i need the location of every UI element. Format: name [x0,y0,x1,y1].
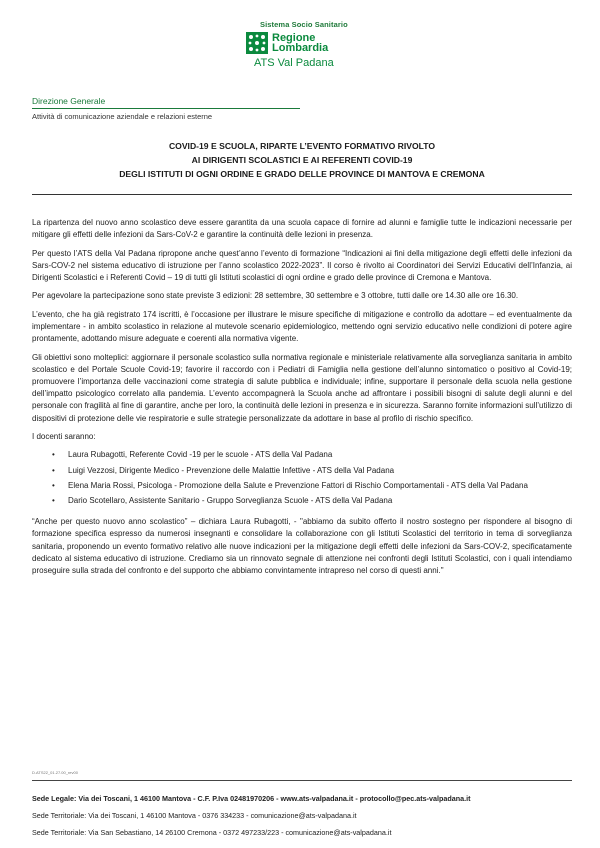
teachers-list [32,449,572,507]
footer-divider [32,780,572,781]
region-row [246,32,376,54]
department-block [32,96,300,121]
ats-name: ATS Val Padana [254,57,334,69]
paragraph: Gli obiettivi sono molteplici: aggiornare il personale scolastico sulla normativa regionale e ministeriale relativamente alla sorveglianza sanitaria in ambito scolastico e del Portale Scuole Covid-19; favorire il raccordo con i Pediatri di Famiglia nella gestione dell’alunno sintomatico o positivo al Covid-19; promuovere l’importanza delle vaccinazioni come strategia di salute pubblica e individuale; infine, supportare il personale della scuola nella gestione dell’impatto psicologico correlato alla pandemia. L’evento accompagnerà la Scuola anche ad affrontare i possibili bisogni di salute degli alunni e del personale con fragilità al fine di garantire, anche per loro, la continuità delle lezioni in presenza e in sicurezza. Saranno fornite informazioni sull’utilizzo di dispositivi di protezione delle vie respiratorie e sulle strategie personalizzate da adottare in base al profilo di rischio specifico. [32,352,572,423]
list-item: • Elena Maria Rossi, Psicologa - Promozione della Salute e Prevenzione Fattori di Rischio Comportamentali - ATS della Val Padana [68,480,572,492]
paragraph: Per agevolare la partecipazione sono state previste 3 edizioni: 28 settembre, 30 settembre e 3 ottobre, tutti dalle ore 14.30 alle ore 16.30. [32,291,519,301]
region-line-2: Lombardia [272,42,329,54]
territorial-address-mantova: Sede Territoriale: Via dei Toscani, 1 46100 Mantova - 0376 334233 - comunicazione@ats-valpadana.it [32,811,357,820]
teachers-intro: I docenti saranno: [32,431,96,441]
list-item: • Dario Scotellaro, Assistente Sanitario - Gruppo Sorveglianza Scuole - ATS della Val Padana [68,495,572,507]
paragraph: Per questo l’ATS della Val Padana ripropone anche quest’anno l’evento di formazione “Indicazioni ai fini della mitigazione degli effetti delle infezioni da Sars-COV-2 nel sistema educativo di istruzione per l’anno scolastico 2022-2023”. Il corso è rivolto ai Coordinatori dei Servizi Educativi dell’Infanzia, ai Dirigenti Scolastici e i Referenti Covid – 19 di tutti gli Istituti scolastici di ogni ordine e grado delle province di Cremona e Mantova. [32,248,572,282]
press-release-body [32,217,572,583]
territorial-address-cremona: Sede Territoriale: Via San Sebastiano, 14 26100 Cremona - 0372 497233/223 - comunicazione@ats-valpadana.it [32,828,392,837]
lombardia-rose-icon [246,32,268,54]
title-line-1: COVID-19 E SCUOLA, RIPARTE L’EVENTO FORMATIVO RIVOLTO [168,141,436,151]
list-item: • Laura Rubagotti, Referente Covid -19 per le scuole - ATS della Val Padana [68,449,572,461]
press-release-title [32,139,572,181]
list-item: • Luigi Vezzosi, Dirigente Medico - Prevenzione delle Malattie Infettive - ATS della Val Padana [68,465,572,477]
title-line-3: DEGLI ISTITUTI DI OGNI ORDINE E GRADO DELLE PROVINCE DI MANTOVA E CREMONA [119,169,485,179]
title-divider [32,194,572,195]
ats-logo [246,20,376,69]
closing-quote: “Anche per questo nuovo anno scolastico” – dichiara Laura Rubagotti, - "abbiamo da subito offerto il nostro sostegno per rispondere al bisogno di formazione specifica espresso da numerosi insegnanti e consolidare la collaborazione con gli Istituti Scolastici del territorio in tema di sorveglianza sanitaria, proponendo un evento formativo relativo alle nuove indicazioni per la mitigazione degli effetti delle infezioni da Sars-COV-2, specificatamente dedicato al sistema educativo di istruzione. Crediamo sia un rinnovato segnale di attenzione nei confronti degli Istituti Scolastici, con i quali intendiamo proseguire sulla strada del confronto e del supporto che abbiamo convintamente intrapreso nel corso di questi anni." [32,517,572,575]
legal-address: Sede Legale: Via dei Toscani, 1 46100 Mantova - C.F. P.Iva 02481970206 - www.ats-valpadana.it - protocollo@pec.ats-valpadana.it [32,794,471,803]
title-line-2: AI DIRIGENTI SCOLASTICI E AI REFERENTI COVID-19 [191,155,413,165]
activity-label: Attività di comunicazione aziendale e relazioni esterne [32,112,213,121]
region-name [272,33,328,53]
region-line-1: Regione [272,32,316,44]
system-label: Sistema Socio Sanitario [260,20,348,29]
footer [32,790,572,841]
paragraph: L’evento, che ha già registrato 174 iscritti, è l’occasione per illustrare le misure specifiche di mitigazione e controllo da adottare – ed eventualmente da implementare - in ambito scolastico in relazione al mutevole scenario epidemiologico, mettendo ogni servizio educativo nelle condizioni di potere agire prontamente, adottando misure adeguate e coerenti alla normativa vigente. [32,309,572,344]
direction-label: Direzione Generale [32,96,300,109]
document-code: D.ATS22_01.27.00_rev00 [32,770,78,775]
paragraph: La ripartenza del nuovo anno scolastico deve essere garantita da una scuola capace di fornire ad alunni e famiglie tutte le indicazioni necessarie per mitigare gli effetti delle infezioni da Sars-CoV-2 e garantire la continuità delle lezioni in presenza. [32,218,572,240]
